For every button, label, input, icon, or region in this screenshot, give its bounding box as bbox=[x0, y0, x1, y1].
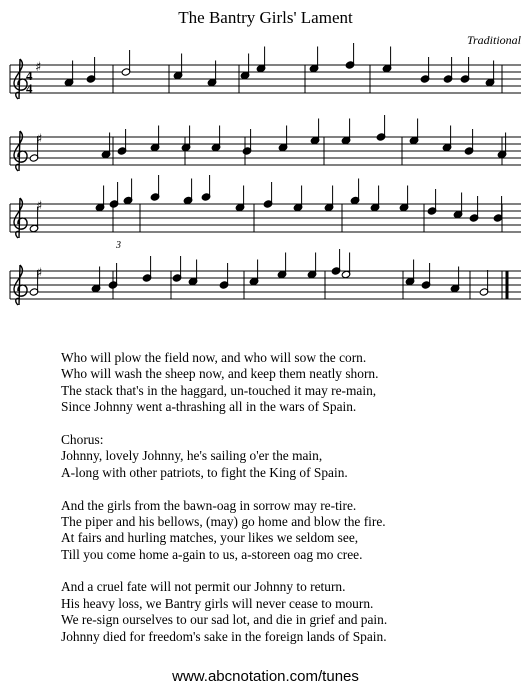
lyric-line: At fairs and hurling matches, your likes we seldom see, bbox=[61, 530, 359, 546]
time-signature-top: 4 bbox=[26, 68, 33, 83]
stanza-gap bbox=[61, 416, 387, 432]
triplet-mark: 3 bbox=[116, 240, 121, 251]
sheet-music bbox=[0, 0, 531, 340]
lyric-line: The stack that's in the haggard, un-touched it may re-main, bbox=[61, 382, 377, 398]
lyric-line: And a cruel fate will not permit our Johnny to return. bbox=[61, 579, 346, 595]
lyric-line: The piper and his bellows, (may) go home and blow the fire. bbox=[61, 513, 386, 529]
stanza-gap bbox=[61, 563, 387, 579]
notes bbox=[29, 43, 507, 296]
lyric-line: Who will wash the sheep now, and keep them neatly shorn. bbox=[61, 366, 379, 382]
time-signature-bottom: 4 bbox=[26, 81, 33, 96]
lyric-line: A-long with other patriots, to fight the King of Spain. bbox=[61, 464, 348, 480]
sharp-icon: ♯ bbox=[36, 266, 43, 281]
lyric-line: Johnny, lovely Johnny, he's sailing o'er the main, bbox=[61, 448, 323, 464]
staves bbox=[10, 59, 521, 305]
stanza-gap bbox=[61, 481, 387, 497]
tune-title: The Bantry Girls' Lament bbox=[178, 8, 353, 27]
lyric-line: His heavy loss, we Bantry girls will never cease to mourn. bbox=[61, 595, 374, 611]
lyric-line: We re-sign ourselves to our sad lot, and die in grief and pain. bbox=[61, 612, 388, 628]
lyrics bbox=[61, 350, 387, 645]
lyric-line: Who will plow the field now, and who will sow the corn. bbox=[61, 350, 367, 365]
sharp-icon: ♯ bbox=[35, 60, 42, 75]
lyric-line: Till you come home a-gain to us, a-storeen oag mo cree. bbox=[61, 546, 363, 562]
sharp-icon: ♯ bbox=[36, 132, 43, 147]
lyric-line: Johnny died for freedom's sake in the foreign lands of Spain. bbox=[61, 628, 387, 644]
lyric-line: Since Johnny went a-thrashing all in the wars of Spain. bbox=[61, 399, 357, 415]
sharp-icon: ♯ bbox=[36, 199, 43, 214]
footer-url: www.abcnotation.com/tunes bbox=[172, 668, 359, 685]
lyric-line: Chorus: bbox=[61, 431, 104, 447]
composer-label: Traditional bbox=[466, 33, 521, 47]
lyric-line: And the girls from the bawn-oag in sorrow may re-tire. bbox=[61, 497, 357, 513]
time-signature bbox=[26, 68, 33, 96]
